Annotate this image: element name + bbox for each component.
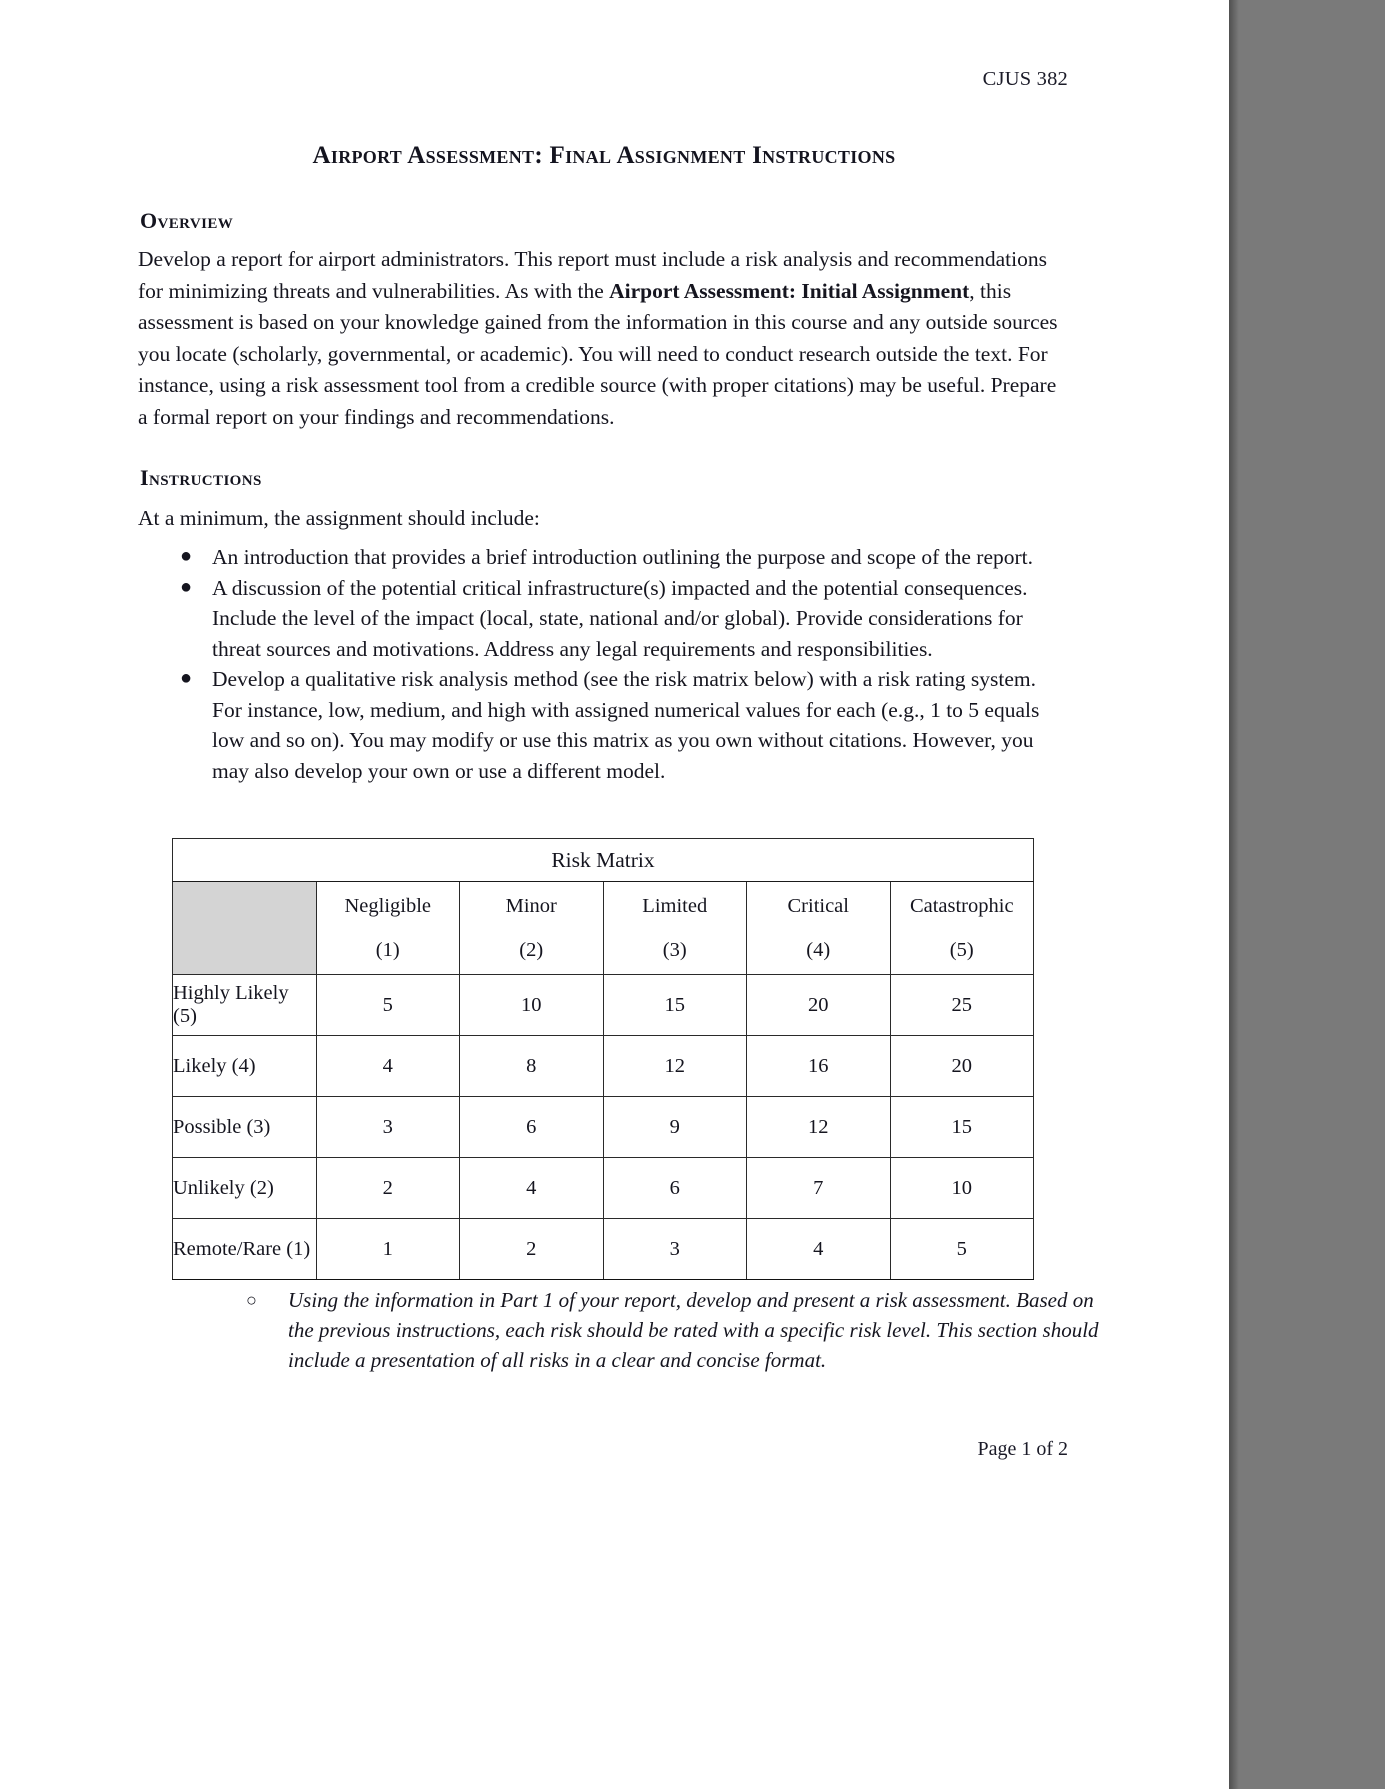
matrix-corner-cell	[173, 882, 317, 975]
overview-paragraph	[138, 244, 1058, 433]
matrix-row-label: Highly Likely (5)	[173, 975, 317, 1036]
matrix-cell: 15	[890, 1097, 1034, 1158]
matrix-cell: 8	[460, 1036, 604, 1097]
overview-bold-reference: Airport Assessment: Initial Assignment	[609, 278, 970, 303]
page-footer: Page 1 of 2	[977, 1438, 1068, 1460]
table-row	[173, 975, 1034, 1036]
list-item	[138, 664, 1058, 786]
list-item	[138, 573, 1058, 665]
matrix-column-number: (3)	[662, 939, 687, 961]
circle-bullet-marker-icon: ○	[246, 1290, 257, 1310]
matrix-header-row	[173, 882, 1034, 975]
matrix-cell: 6	[460, 1097, 604, 1158]
page-edge-shadow	[1229, 0, 1239, 1789]
matrix-column-label: Catastrophic	[909, 895, 1014, 917]
course-code-header: CJUS 382	[982, 68, 1068, 90]
list-item-text: An introduction that provides a brief introduction outlining the purpose and scope of the report.	[212, 545, 1033, 569]
table-row	[173, 1219, 1034, 1280]
sub-bullet-text: Using the information in Part 1 of your report, develop and present a risk assessment. Based on the previous instructions, each risk should be rated with a specific risk level. This section should include a presentation of all risks in a clear and concise format.	[288, 1288, 1099, 1372]
matrix-column-label: Negligible	[344, 895, 432, 917]
bullet-marker-icon: ●	[180, 545, 193, 567]
instructions-heading: Instructions	[140, 465, 262, 490]
matrix-cell: 3	[603, 1219, 747, 1280]
matrix-column-label: Limited	[642, 895, 708, 917]
page-title: Airport Assessment: Final Assignment Instructions	[312, 142, 896, 169]
matrix-column-number: (1)	[375, 939, 400, 961]
matrix-row-label: Unlikely (2)	[173, 1158, 317, 1219]
instructions-bullet-list	[138, 542, 1058, 786]
matrix-cell: 5	[890, 1219, 1034, 1280]
bullet-marker-icon: ●	[180, 667, 193, 689]
matrix-row-label: Likely (4)	[173, 1036, 317, 1097]
matrix-cell: 6	[603, 1158, 747, 1219]
matrix-title-row	[173, 839, 1034, 882]
overview-text-part-1: Develop a report for airport administrators. This report must include a risk analysis and recommendations for minimizing threats and vulnerabilities. As with the	[138, 247, 1047, 303]
matrix-cell: 12	[603, 1036, 747, 1097]
matrix-cell: 4	[460, 1158, 604, 1219]
bullet-marker-icon: ●	[180, 575, 193, 598]
matrix-column-label: Minor	[505, 895, 557, 917]
matrix-row-label: Remote/Rare (1)	[173, 1219, 317, 1280]
matrix-cell: 9	[603, 1097, 747, 1158]
matrix-column-header	[603, 882, 747, 975]
list-item-text: Develop a qualitative risk analysis method (see the risk matrix below) with a risk rating system. For instance, low, medium, and high with assigned numerical values for each (e.g., 1 to 5 equals low and so on). You may modify or use this matrix as you own without citations. However, you may also develop your own or use a different model.	[212, 667, 1040, 783]
matrix-cell: 10	[460, 975, 604, 1036]
overview-text-part-2: , this assessment is based on your knowledge gained from the information in this course and any outside sources you locate (scholarly, governmental, or academic). You will need to conduct research outside the text. For instance, using a risk assessment tool from a credible source (with proper citations) may be useful. Prepare a formal report on your findings and recommendations.	[138, 278, 1058, 429]
matrix-cell: 2	[460, 1219, 604, 1280]
matrix-column-header	[316, 882, 460, 975]
matrix-cell: 20	[890, 1036, 1034, 1097]
overview-heading: Overview	[140, 208, 234, 233]
matrix-column-number: (2)	[519, 939, 544, 961]
sub-bullet-item	[240, 1285, 1118, 1375]
table-row	[173, 1097, 1034, 1158]
matrix-cell: 12	[747, 1097, 891, 1158]
matrix-column-header	[460, 882, 604, 975]
matrix-column-header	[747, 882, 891, 975]
matrix-column-header	[890, 882, 1034, 975]
matrix-cell: 3	[316, 1097, 460, 1158]
matrix-column-number: (5)	[949, 939, 974, 961]
risk-matrix-table	[172, 838, 1034, 1280]
list-item-text: A discussion of the potential critical infrastructure(s) impacted and the potential consequences. Include the level of the impact (local, state, national and/or global). Provide considerations for threat sources and motivations. Address any legal requirements and responsibilities.	[212, 575, 1028, 661]
matrix-cell: 16	[747, 1036, 891, 1097]
table-row	[173, 1158, 1034, 1219]
instructions-lead-in: At a minimum, the assignment should include:	[138, 506, 540, 530]
list-item	[138, 542, 1058, 573]
risk-matrix-container	[172, 838, 1034, 1280]
matrix-row-label: Possible (3)	[173, 1097, 317, 1158]
matrix-cell: 7	[747, 1158, 891, 1219]
matrix-cell: 4	[747, 1219, 891, 1280]
matrix-title: Risk Matrix	[173, 839, 1034, 882]
matrix-cell: 1	[316, 1219, 460, 1280]
matrix-cell: 20	[747, 975, 891, 1036]
table-row	[173, 1036, 1034, 1097]
matrix-cell: 5	[316, 975, 460, 1036]
matrix-cell: 10	[890, 1158, 1034, 1219]
matrix-cell: 4	[316, 1036, 460, 1097]
matrix-cell: 15	[603, 975, 747, 1036]
matrix-cell: 25	[890, 975, 1034, 1036]
matrix-column-number: (4)	[806, 939, 831, 961]
matrix-cell: 2	[316, 1158, 460, 1219]
matrix-column-label: Critical	[787, 895, 849, 917]
